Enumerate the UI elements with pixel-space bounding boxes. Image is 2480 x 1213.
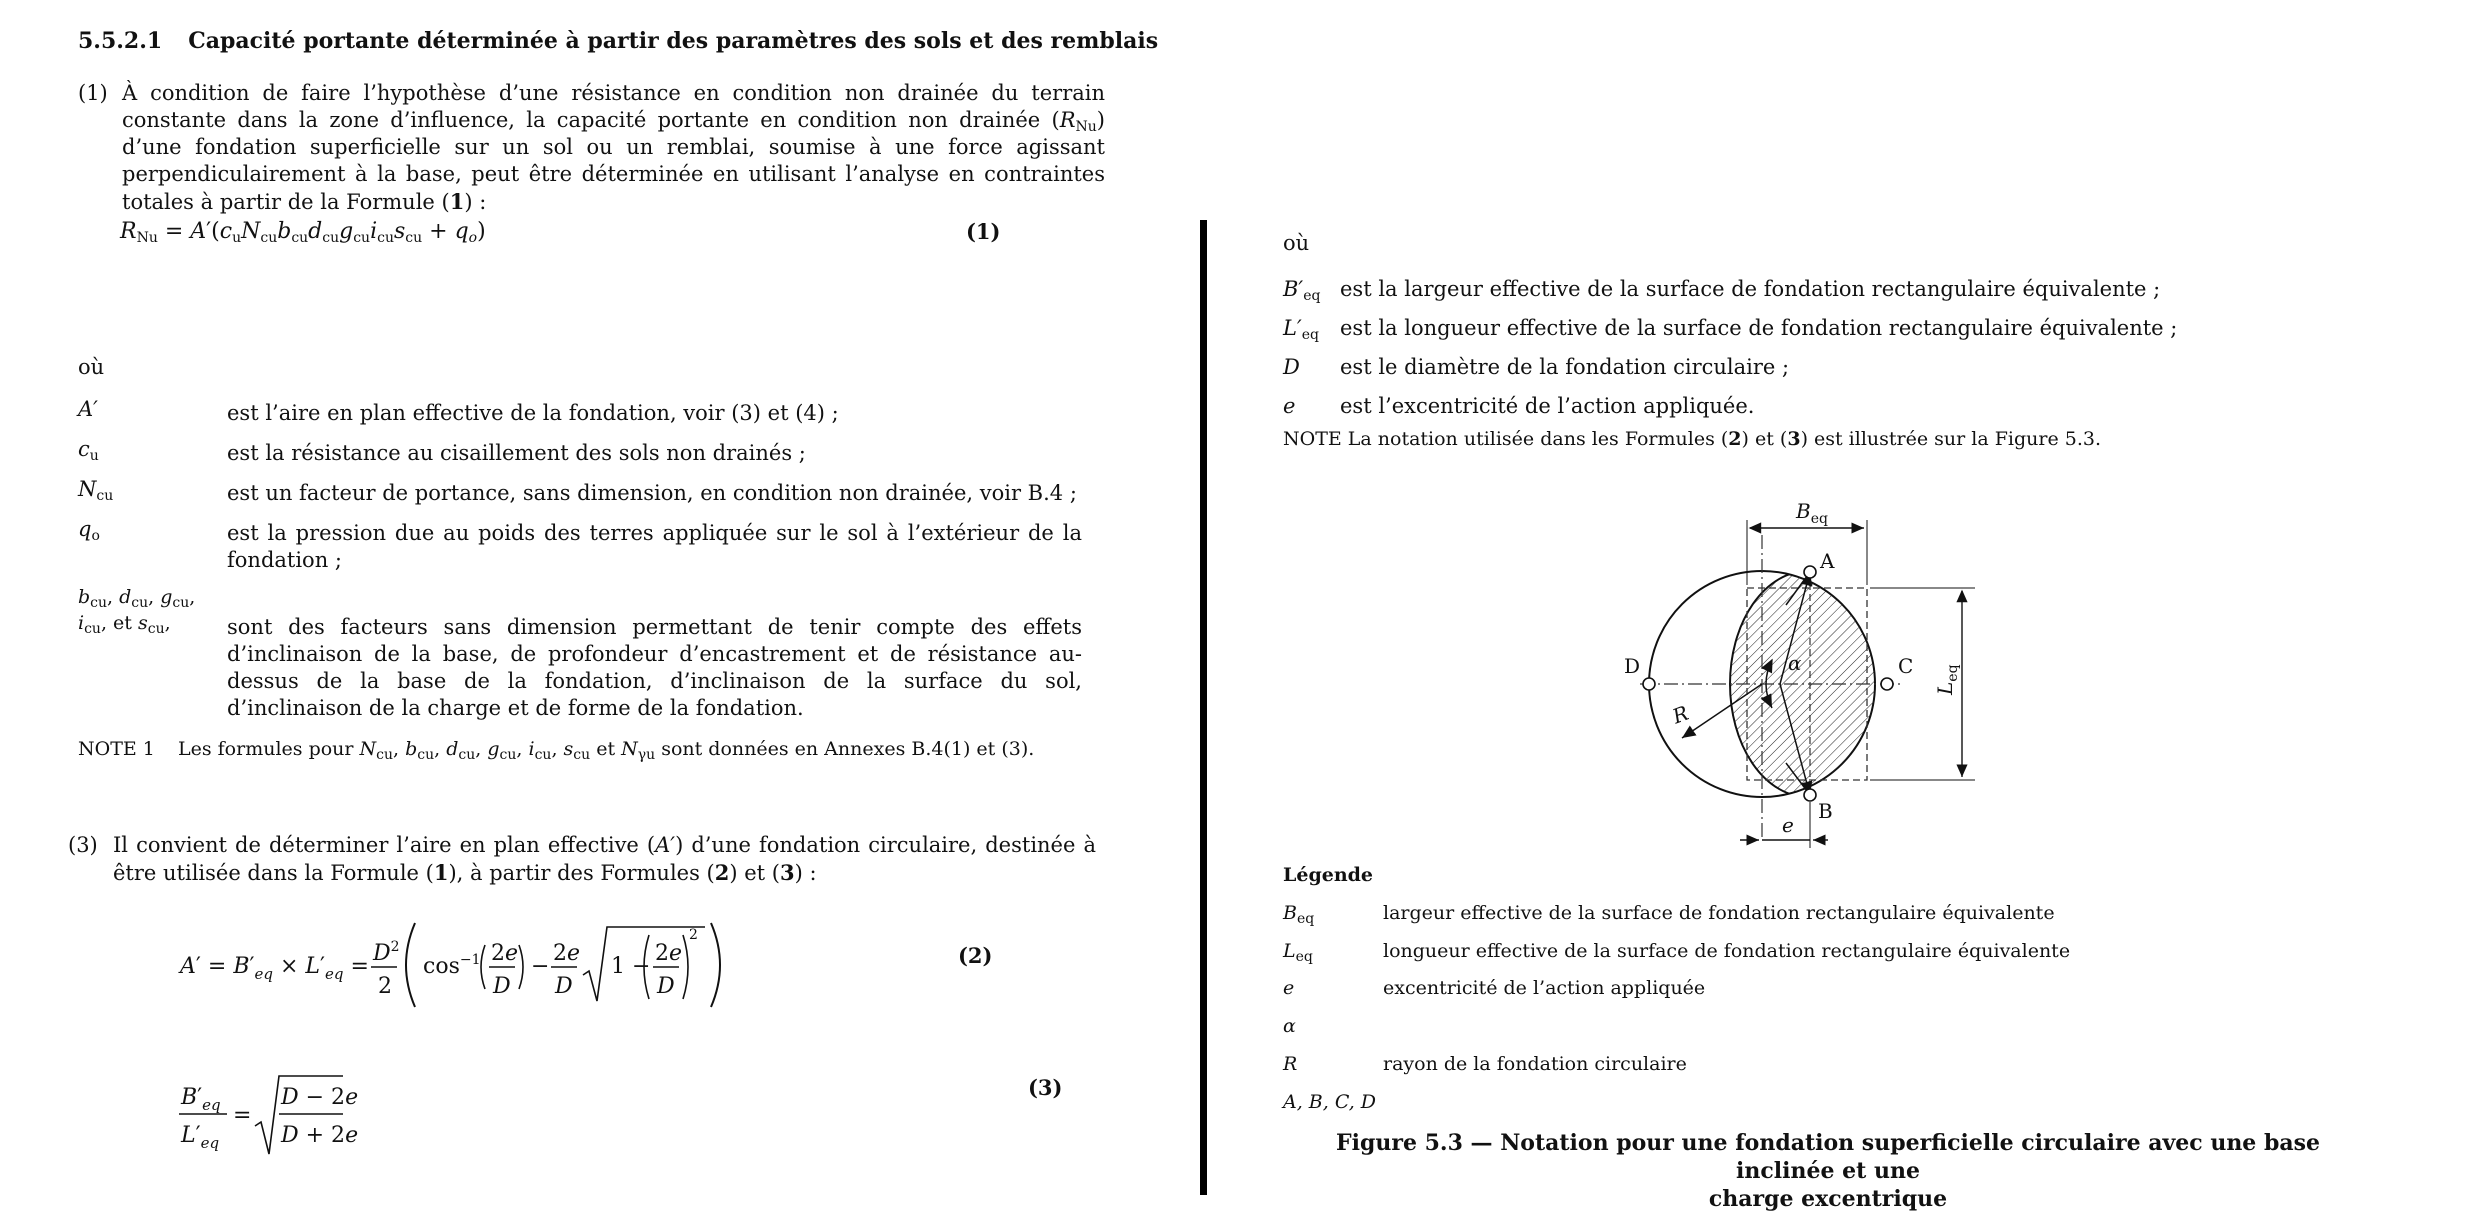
label-Leq: [1933, 664, 1961, 696]
svg-text:−: −: [531, 954, 550, 979]
para3-ref3: 3: [779, 860, 795, 885]
para3-text-c: ), à partir des Formules (: [448, 861, 715, 885]
where-symbol-cu: [78, 436, 99, 463]
where-symbol-cu-sub: u: [89, 448, 99, 464]
svg-text:D: D: [555, 974, 573, 999]
where-desc-factors: sont des facteurs sans dimension permettant de tenir compte des effets d’inclinaison de la base, de profondeur d’encastrement et de résistance au-dessus de la base de la fondation, d’inclinaison de la surface du sol, d’inclinaison de la charge et de forme de la fondation.: [227, 615, 1082, 720]
svg-text:D − 2e: D − 2e: [281, 1085, 359, 1110]
point-B: [1804, 789, 1816, 801]
where-symbol-Ncu: [78, 476, 113, 503]
para3-ref2: 2: [714, 860, 730, 885]
svg-text:2: 2: [378, 974, 392, 999]
svg-text:2: 2: [689, 927, 698, 943]
label-C: C: [1898, 654, 1914, 678]
where-right-symbol-D: D: [1283, 355, 1300, 379]
note1-text-c: sont données en Annexes B.4(1) et (3).: [661, 738, 1035, 760]
where-symbol-factors-et: et: [113, 612, 132, 634]
svg-text:L′eq: $L'_{eq}$: [181, 1123, 220, 1152]
legend-title: Légende: [1283, 864, 1374, 886]
where-left-label: où: [78, 355, 105, 379]
where-right-symbol-Beq-sub: eq: [1303, 288, 1321, 304]
legend-symbol-alpha: α: [1283, 1015, 1296, 1037]
where-symbol-cu-main: c: [78, 437, 90, 461]
where-symbol-Ncu-main: N: [78, 477, 97, 501]
note1-text-a: Les formules pour: [178, 738, 354, 760]
legend-desc-Beq: largeur effective de la surface de fondation rectangulaire équivalente: [1383, 902, 2055, 924]
legend-symbol-R: R: [1283, 1053, 1298, 1075]
where-right-desc-Beq: est la largeur effective de la surface de fondation rectangulaire équivalente ;: [1340, 277, 2161, 301]
svg-text:cos−1: $\cos^{-1}$: [423, 952, 481, 979]
where-right-symbol-Leq-main: L′: [1283, 316, 1302, 340]
label-Beq: [1795, 499, 1828, 527]
where-right-symbol-Leq-sub: eq: [1301, 327, 1319, 343]
figure-caption-line1: Figure 5.3 — Notation pour une fondation superficielle circulaire avec une base inclinée et une: [1336, 1130, 2320, 1184]
note-right-ref2: 3: [1787, 428, 1801, 450]
legend-desc-e: excentricité de l’action appliquée: [1383, 977, 1706, 999]
where-desc-cu: est la résistance au cisaillement des sols non drainés ;: [227, 441, 806, 465]
label-R: R: [1669, 700, 1692, 729]
formula-1-number: (1): [966, 219, 1001, 244]
figure-5-3: [1600, 490, 2000, 860]
para3-text: [113, 832, 1096, 887]
legend-symbol-Beq-sub: eq: [1296, 911, 1315, 927]
point-A: [1804, 566, 1816, 578]
point-D: [1643, 678, 1655, 690]
para1-symbol: R: [1059, 108, 1076, 132]
svg-text:D2: $D^2$: [373, 939, 400, 966]
label-B: B: [1818, 799, 1833, 823]
para3-symbol: A′: [655, 833, 676, 857]
svg-text:=: =: [233, 1103, 252, 1128]
note-right-text-a: NOTE La notation utilisée dans les Formules (: [1283, 428, 1729, 450]
note-right-ref1: 2: [1728, 428, 1742, 450]
svg-text:A′ = B′eq × L′eq =: $A' = B'_{eq} \times L'_{eq}$ =: [180, 954, 369, 983]
note1-text-b: et: [596, 738, 616, 760]
column-divider: [1200, 220, 1207, 1195]
where-right-symbol-Beq: [1283, 276, 1320, 303]
label-A: A: [1820, 549, 1835, 573]
section-heading: [78, 28, 1158, 54]
where-right-desc-Leq: est la longueur effective de la surface de fondation rectangulaire équivalente ;: [1340, 316, 2178, 340]
formula-3: [175, 1070, 375, 1160]
label-Leq-sub: eq: [1945, 664, 1961, 682]
svg-text:2e: 2e: [553, 941, 581, 966]
svg-text:D + 2e: D + 2e: [281, 1123, 359, 1148]
para1-text-b: ) d’une fondation superficielle sur un sol ou un remblai, soumise à une force agissant perpendiculairement à la base, peut être déterminée en utilisant l’analyse en contraintes totales à partir de la Formule (: [122, 108, 1105, 214]
para3-number: (3): [68, 833, 98, 857]
note-right-text-b: ) et (: [1741, 428, 1788, 450]
label-alpha: α: [1788, 651, 1802, 675]
legend-symbol-Leq-sub: eq: [1295, 949, 1313, 965]
legend-symbol-Leq: [1283, 938, 1313, 964]
svg-text:B′eq: $B'_{eq}$: [181, 1085, 221, 1114]
label-Beq-sub: eq: [1810, 511, 1828, 527]
where-symbol-factors: $b_{cu}$, $d_{cu}$, $g_{cu}$, $i_{cu}$, et $s_{cu}$,: [78, 586, 196, 637]
formula-1: $R_{Nu} = A'(c_uN_{cu}b_{cu}d_{cu}g_{cu}i_{cu}s_{cu} + q_o)$: [120, 219, 486, 246]
para1-text-c: ) :: [464, 190, 487, 214]
label-e: e: [1782, 813, 1794, 837]
where-desc-A: est l’aire en plan effective de la fondation, voir (3) et (4) ;: [227, 401, 839, 425]
para1-number: (1): [78, 81, 108, 105]
para1-text: [122, 80, 1105, 216]
label-Beq-main: B: [1796, 499, 1811, 523]
formula-3-number: (3): [1028, 1075, 1063, 1100]
legend-symbol-Beq: [1283, 900, 1314, 926]
point-C: [1881, 678, 1893, 690]
legend-symbol-points: A, B, C, D: [1283, 1091, 1377, 1113]
figure-caption-line2: charge excentrique: [1708, 1186, 1948, 1212]
where-symbol-qo-main: q: [78, 517, 92, 541]
where-right-desc-D: est le diamètre de la fondation circulaire ;: [1340, 355, 1790, 379]
formula-2-number: (2): [958, 943, 993, 968]
svg-text:2e: 2e: [655, 941, 683, 966]
legend-desc-Leq: longueur effective de la surface de fondation rectangulaire équivalente: [1383, 940, 2071, 962]
figure-caption: [1283, 1129, 2373, 1213]
where-right-symbol-Leq: [1283, 315, 1319, 342]
where-right-label: où: [1283, 231, 1310, 255]
para3-text-a: Il convient de déterminer l’aire en plan effective (: [113, 833, 656, 857]
para1-text-a: À condition de faire l’hypothèse d’une résistance en condition non drainée du terrain constante dans la zone d’influence, la capacité portante en condition non drainée (: [122, 81, 1105, 132]
svg-text:D: D: [493, 974, 511, 999]
where-symbol-qo: [78, 516, 100, 543]
formula-2: [175, 915, 735, 1015]
section-title: Capacité portante déterminée à partir des paramètres des sols et des remblais: [188, 28, 1159, 54]
where-right-symbol-Beq-main: B′: [1283, 277, 1304, 301]
para3-ref1: 1: [433, 860, 449, 885]
svg-text:1 −: 1 −: [611, 954, 651, 979]
legend-symbol-Beq-main: B: [1283, 902, 1297, 924]
where-symbol-Ncu-sub: cu: [96, 488, 114, 504]
para1-ref: 1: [449, 189, 465, 214]
where-symbol-A: A′: [78, 397, 98, 421]
legend-desc-R: rayon de la fondation circulaire: [1383, 1053, 1687, 1075]
where-desc-qo: est la pression due au poids des terres appliquée sur le sol à l’extérieur de la fondation ;: [227, 521, 1082, 572]
note1-text: Les formules pour $N_{cu}$, $b_{cu}$, $d_{cu}$, $g_{cu}$, $i_{cu}$, $s_{cu}$ et $N_{\gamma u}$ sont données en Annexes B.4(1) et (3).: [178, 738, 1035, 763]
note1-label: NOTE 1: [78, 738, 155, 760]
note-right: [1283, 426, 2101, 452]
where-right-desc-e: est l’excentricité de l’action appliquée.: [1340, 394, 1755, 418]
para1-symbol-sub: Nu: [1075, 119, 1097, 135]
para3-text-e: ) :: [794, 861, 817, 885]
legend-symbol-Leq-main: L: [1283, 940, 1296, 962]
where-right-symbol-e: e: [1283, 394, 1296, 418]
note-right-text-c: ) est illustrée sur la Figure 5.3.: [1800, 428, 2101, 450]
svg-text:D: D: [657, 974, 675, 999]
label-D: D: [1624, 654, 1641, 678]
section-number: 5.5.2.1: [78, 28, 163, 54]
label-Leq-main: L: [1933, 681, 1957, 695]
para3-text-b: ) d’une fondation circulaire, destinée à être utilisée dans la Formule (: [113, 833, 1096, 885]
where-symbol-qo-sub: o: [91, 528, 100, 544]
svg-text:2e: 2e: [491, 941, 519, 966]
para3-text-d: ) et (: [729, 861, 780, 885]
legend-symbol-e: e: [1283, 977, 1295, 999]
where-desc-Ncu: est un facteur de portance, sans dimension, en condition non drainée, voir B.4 ;: [227, 481, 1077, 505]
